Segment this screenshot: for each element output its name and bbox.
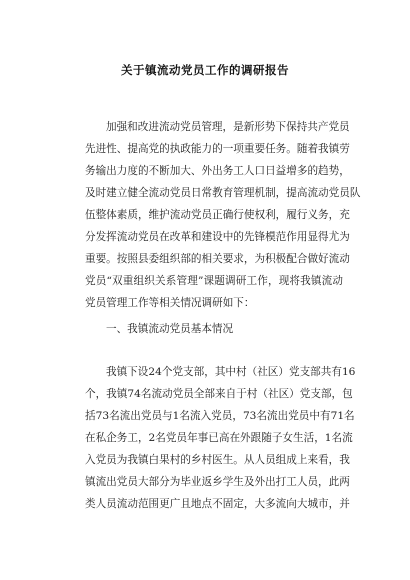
paragraph-1-line-9: 党员管理工作等相关情况调研如下： <box>85 297 255 309</box>
paragraph-2-line-7: 类人员流动范围更广且地点不固定，大多流向大城市，并 <box>85 498 350 510</box>
paragraph-1-line-5: 伍整体素质，维护流动党员正确行使权利，履行义务，充 <box>85 209 350 221</box>
document-title: 关于镇流动党员工作的调研报告 <box>121 63 289 77</box>
section-heading: 一、我镇流动党员基本情况 <box>106 323 234 335</box>
paragraph-1-line-1: 加强和改进流动党员管理，是新形势下保持共产党员 <box>106 121 350 133</box>
paragraph-1-line-8: 党员“双重组织关系管理”课题调研工作，现将我镇流动 <box>85 275 343 287</box>
paragraph-1-line-4: 及时建立健全流动党员日常教育管理机制，提高流动党员队 <box>85 187 361 199</box>
paragraph-1-line-7: 重要。按照县委组织部的相关要求，为积极配合做好流动 <box>85 253 350 265</box>
paragraph-2-line-6: 镇流出党员大部分为毕业返乡学生及外出打工人员，此两 <box>85 476 350 488</box>
paragraph-2-line-2: 个，我镇74名流动党员全部来自于村（社区）党支部，包 <box>85 388 353 400</box>
paragraph-1-line-2: 先进性、提高党的执政能力的一项重要任务。随着我镇劳 <box>85 143 350 155</box>
paragraph-1-line-6: 分发挥流动党员在改革和建设中的先锋模范作用显得尤为 <box>85 231 350 243</box>
paragraph-2-line-5: 入党员为我镇白果村的乡村医生。从人员组成上来看，我 <box>85 454 350 466</box>
paragraph-1-line-3: 务输出力度的不断加大、外出务工人口日益增多的趋势， <box>85 165 350 177</box>
paragraph-2-line-1: 我镇下设24个党支部，其中村（社区）党支部共有16 <box>106 366 356 378</box>
paragraph-2-line-4: 在私企务工，2名党员年事已高在外跟随子女生活，1名流 <box>85 432 353 444</box>
paragraph-2-line-3: 括73名流出党员与1名流入党员，73名流出党员中有71名 <box>85 410 355 422</box>
